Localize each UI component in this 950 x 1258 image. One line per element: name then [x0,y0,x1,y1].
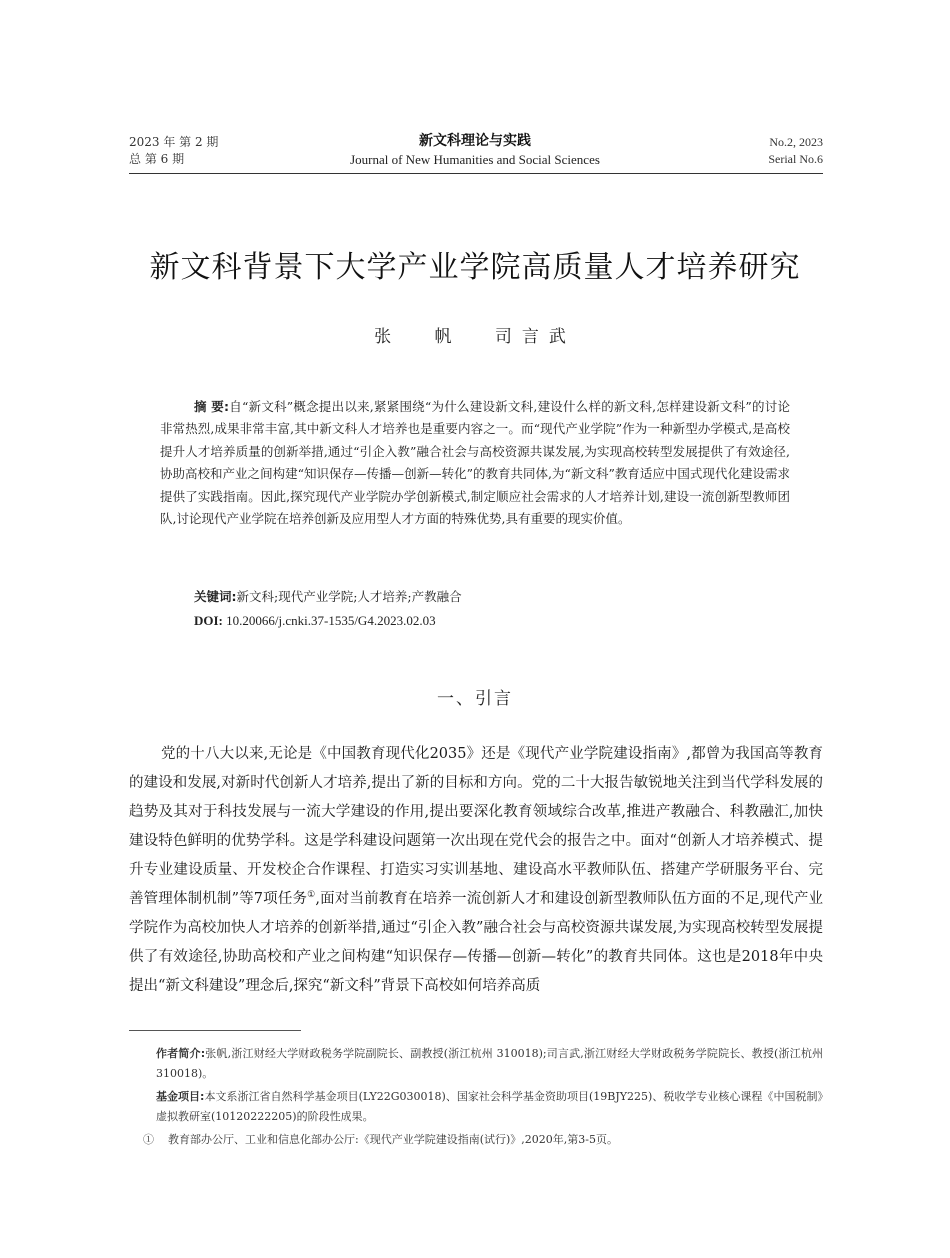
issue-no: No.2, 2023 [769,135,823,149]
funding [129,1087,823,1127]
footnote-text: 教育部办公厅、工业和信息化部办公厅:《现代产业学院建设指南(试行)》,2020年,第3-5页。 [168,1133,618,1146]
author-bio [129,1044,823,1084]
article-authors: 张 帆 司言武 [374,327,576,347]
funding-text: 本文系浙江省自然科学基金项目(LY22G030018)、国家社会科学基金资助项目(19BJY225)、税收学专业核心课程《中国税制》虚拟教研室(10120222205)的阶段性成果。 [156,1090,823,1123]
keywords [194,586,462,608]
footnote [129,1130,823,1150]
doi-label: DOI: [194,613,223,628]
keywords-label: 关键词: [194,589,237,604]
body-text [129,740,823,1001]
issue-info [129,134,218,168]
abstract-label: 摘 要: [194,399,230,414]
journal-name-cn: 新文科理论与实践 [419,133,531,149]
footnotes [129,1044,823,1153]
issue-number [768,134,823,168]
author-bio-text: 张帆,浙江财经大学财政税务学院副院长、副教授(浙江杭州 310018);司言武,浙江财经大学财政税务学院院长、教授(浙江杭州 310018)。 [156,1047,824,1080]
author-bio-label: 作者简介: [156,1047,206,1060]
serial-no: Serial No.6 [768,152,823,166]
keywords-text: 新文科;现代产业学院;人才培养;产教融合 [236,589,462,604]
header-divider [129,173,823,174]
footnote-ref[interactable]: ① [307,890,316,901]
funding-label: 基金项目: [156,1090,205,1103]
doi [194,610,436,632]
journal-name [300,131,650,168]
abstract-text: 自“新文科”概念提出以来,紧紧围绕“为什么建设新文科,建设什么样的新文科,怎样建设新文科”的讨论非常热烈,成果非常丰富,其中新文科人才培养也是重要内容之一。而“现代产业学院”作为一种新型办学模式,是高校提升人才培养质量的创新举措,通过“引企入教”融合社会与高校资源共谋发展,为实现高校转型发展提供了有效途径,协助高校和产业之间构建“知识保存—传播—创新—转化”的教育共同体,为“新文科”教育适应中国式现代化建设需求提供了实践指南。因此,探究现代产业学院办学创新模式,制定顺应社会需求的人才培养计划,建设一流创新型教师团队,讨论现代产业学院在培养创新及应用型人才方面的特殊优势,具有重要的现实价值。 [160,399,791,527]
paragraph-text-1: 党的十八大以来,无论是《中国教育现代化2035》还是《现代产业学院建设指南》,都曾为我国高等教育的建设和发展,对新时代创新人才培养,提出了新的目标和方向。党的二十大报告敏锐地关注到当代学科发展的趋势及其对于科技发展与一流大学建设的作用,提出要深化教育领域综合改革,推进产教融合、科教融汇,加快建设特色鲜明的优势学科。这是学科建设问题第一次出现在党代会的报告之中。面对“创新人才培养模式、提升专业建设质量、开发校企合作课程、打造实习实训基地、建设高水平教师队伍、搭建产学研服务平台、完善管理体制机制”等7项任务 [129,746,823,907]
paragraph-text-2: ,面对当前教育在培养一流创新人才和建设创新型教师队伍方面的不足,现代产业学院作为高校加快人才培养的创新举措,通过“引企入教”融合社会与高校资源共谋发展,为实现高校转型发展提供了有效途径,协助高校和产业之间构建“知识保存—传播—创新—转化”的教育共同体。这也是2018年中央提出“新文科建设”理念后,探究“新文科”背景下高校如何培养高质 [129,891,824,994]
section-heading: 一、引言 [437,689,513,709]
doi-value: 10.20066/j.cnki.37-1535/G4.2023.02.03 [226,613,436,628]
footnote-mark: ① [143,1133,154,1146]
total-issue: 总 第 6 期 [129,152,185,166]
abstract [160,396,790,530]
footnote-divider [129,1030,301,1031]
article-title: 新文科背景下大学产业学院高质量人才培养研究 [149,250,801,285]
year-issue: 2023 年 第 2 期 [129,135,219,149]
journal-name-en: Journal of New Humanities and Social Sciences [350,152,600,167]
paragraph [129,740,823,1001]
